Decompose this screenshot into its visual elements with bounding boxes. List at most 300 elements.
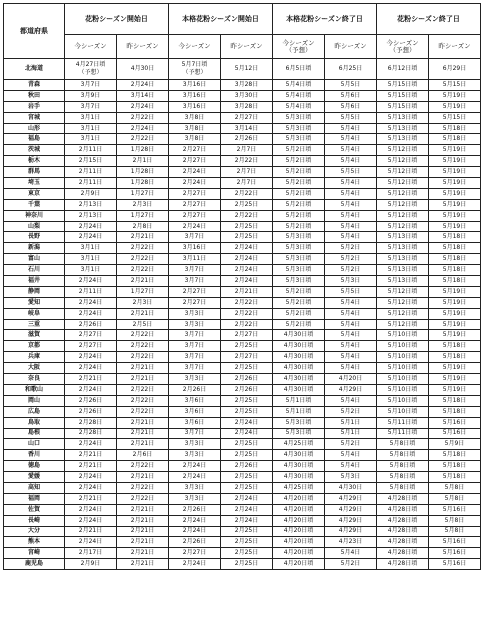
date-cell: 2月22日 bbox=[117, 493, 169, 504]
date-cell: 2月25日 bbox=[221, 526, 273, 537]
date-cell: 5月8日頃 bbox=[377, 472, 429, 483]
date-cell: 2月22日 bbox=[117, 352, 169, 363]
date-cell: 2月24日 bbox=[221, 428, 273, 439]
date-cell: 5月19日 bbox=[429, 90, 481, 101]
date-cell: 5月10日頃 bbox=[377, 406, 429, 417]
date-cell: 5月2日頃 bbox=[273, 156, 325, 167]
date-cell: 5月10日頃 bbox=[377, 330, 429, 341]
table-row bbox=[4, 178, 481, 189]
date-cell: 5月4日 bbox=[325, 363, 377, 374]
prefecture-cell: 福井 bbox=[4, 276, 65, 287]
date-cell: 2月25日 bbox=[221, 221, 273, 232]
forecast-text: （予想） bbox=[78, 69, 103, 76]
date-cell: 3月7日 bbox=[169, 341, 221, 352]
date-cell: 2月24日 bbox=[221, 254, 273, 265]
date-cell: 2月9日 bbox=[65, 559, 117, 570]
date-cell: 5月3日頃 bbox=[273, 112, 325, 123]
date-cell: 3月7日 bbox=[169, 428, 221, 439]
date-cell: 5月16日 bbox=[429, 428, 481, 439]
date-cell: 5月2日頃 bbox=[273, 145, 325, 156]
date-cell: 2月26日 bbox=[169, 537, 221, 548]
date-cell: 5月2日 bbox=[325, 559, 377, 570]
date-cell: 3月16日 bbox=[169, 80, 221, 91]
date-cell: 3月8日 bbox=[169, 123, 221, 134]
prefecture-cell: 群馬 bbox=[4, 167, 65, 178]
date-cell: 5月4日 bbox=[325, 308, 377, 319]
prefecture-cell: 千葉 bbox=[4, 199, 65, 210]
date-cell: 3月7日 bbox=[169, 276, 221, 287]
prefecture-cell: 山梨 bbox=[4, 221, 65, 232]
date-cell: 4月28日頃 bbox=[377, 537, 429, 548]
date-cell: 5月3日頃 bbox=[273, 232, 325, 243]
prefecture-cell: 島根 bbox=[4, 428, 65, 439]
date-cell: 5月12日頃 bbox=[377, 221, 429, 232]
date-cell: 2月22日 bbox=[221, 308, 273, 319]
date-cell: 5月2日頃 bbox=[273, 286, 325, 297]
date-cell: 5月4日 bbox=[325, 461, 377, 472]
date-cell: 5月4日 bbox=[325, 341, 377, 352]
prefecture-cell: 新潟 bbox=[4, 243, 65, 254]
date-cell: 3月6日 bbox=[169, 406, 221, 417]
header-this-season: 今シーズン bbox=[169, 35, 221, 59]
date-cell: 5月8日頃 bbox=[377, 461, 429, 472]
date-cell: 5月13日頃 bbox=[377, 243, 429, 254]
date-cell: 2月27日 bbox=[221, 112, 273, 123]
table-row bbox=[4, 199, 481, 210]
date-cell: 2月21日 bbox=[117, 439, 169, 450]
date-cell: 4月25日頃 bbox=[273, 482, 325, 493]
date-cell: 2月7日 bbox=[221, 145, 273, 156]
date-cell: 2月27日 bbox=[169, 199, 221, 210]
date-cell: 3月7日 bbox=[169, 330, 221, 341]
date-cell: 5月13日頃 bbox=[377, 232, 429, 243]
table-row bbox=[4, 493, 481, 504]
date-cell: 4月20日頃 bbox=[273, 515, 325, 526]
date-cell: 5月3日頃 bbox=[273, 123, 325, 134]
prefecture-cell: 佐賀 bbox=[4, 504, 65, 515]
date-cell: 2月22日 bbox=[221, 319, 273, 330]
date-cell: 5月12日頃 bbox=[377, 308, 429, 319]
table-row bbox=[4, 101, 481, 112]
date-cell: 5月9日 bbox=[429, 439, 481, 450]
table-row bbox=[4, 59, 481, 80]
table-row bbox=[4, 254, 481, 265]
table-row bbox=[4, 210, 481, 221]
header-this-season-forecast bbox=[377, 35, 429, 59]
date-cell: 2月24日 bbox=[221, 515, 273, 526]
date-cell: 5月4日 bbox=[325, 178, 377, 189]
table-row bbox=[4, 450, 481, 461]
date-cell: 4月28日頃 bbox=[377, 559, 429, 570]
prefecture-cell: 青森 bbox=[4, 80, 65, 91]
date-cell: 2月22日 bbox=[117, 134, 169, 145]
header-forecast-label: （予想） bbox=[389, 45, 416, 54]
date-cell: 2月21日 bbox=[117, 232, 169, 243]
date-cell: 4月28日頃 bbox=[377, 548, 429, 559]
date-cell: 2月24日 bbox=[65, 221, 117, 232]
date-cell: 2月21日 bbox=[117, 276, 169, 287]
table-row bbox=[4, 134, 481, 145]
date-cell: 2月24日 bbox=[117, 123, 169, 134]
date-cell: 4月30日頃 bbox=[273, 341, 325, 352]
date-cell: 5月10日頃 bbox=[377, 352, 429, 363]
table-row bbox=[4, 145, 481, 156]
date-cell: 3月7日 bbox=[169, 352, 221, 363]
date-cell: 2月24日 bbox=[65, 363, 117, 374]
date-cell: 1月28日 bbox=[117, 145, 169, 156]
prefecture-cell: 富山 bbox=[4, 254, 65, 265]
date-cell: 6月5日頃 bbox=[273, 59, 325, 80]
date-cell: 2月24日 bbox=[65, 537, 117, 548]
header-this-season-forecast bbox=[273, 35, 325, 59]
date-cell: 5月12日頃 bbox=[377, 210, 429, 221]
date-cell: 2月27日 bbox=[169, 210, 221, 221]
prefecture-cell: 長崎 bbox=[4, 515, 65, 526]
date-cell: 5月8日 bbox=[429, 493, 481, 504]
date-cell: 2月22日 bbox=[117, 395, 169, 406]
date-cell: 6月29日 bbox=[429, 59, 481, 80]
date-cell: 2月22日 bbox=[221, 156, 273, 167]
table-row bbox=[4, 406, 481, 417]
table-row bbox=[4, 265, 481, 276]
date-cell: 4月29日 bbox=[325, 526, 377, 537]
date-cell: 3月7日 bbox=[65, 80, 117, 91]
date-cell: 5月4日 bbox=[325, 395, 377, 406]
date-cell: 2月22日 bbox=[221, 188, 273, 199]
table-body bbox=[4, 59, 481, 570]
date-cell: 5月4日 bbox=[325, 156, 377, 167]
date-cell: 2月21日 bbox=[65, 450, 117, 461]
date-cell: 2月27日 bbox=[221, 352, 273, 363]
date-cell: 2月9日 bbox=[65, 188, 117, 199]
table-row bbox=[4, 472, 481, 483]
date-cell: 4月28日頃 bbox=[377, 504, 429, 515]
date-cell: 2月25日 bbox=[221, 439, 273, 450]
date-cell: 5月2日頃 bbox=[273, 178, 325, 189]
date-cell: 4月28日頃 bbox=[377, 493, 429, 504]
prefecture-cell: 岡山 bbox=[4, 395, 65, 406]
date-cell: 5月3日 bbox=[325, 276, 377, 287]
date-cell: 5月12日 bbox=[221, 59, 273, 80]
date-cell: 2月27日 bbox=[169, 156, 221, 167]
date-cell: 5月15日頃 bbox=[377, 101, 429, 112]
date-text: 4月27日頃 bbox=[75, 61, 106, 68]
date-cell: 2月21日 bbox=[117, 374, 169, 385]
date-cell: 2月25日 bbox=[221, 548, 273, 559]
prefecture-cell: 北海道 bbox=[4, 59, 65, 80]
date-cell: 2月24日 bbox=[221, 417, 273, 428]
date-cell: 2月22日 bbox=[117, 265, 169, 276]
date-cell: 5月4日頃 bbox=[273, 101, 325, 112]
date-cell: 2月24日 bbox=[169, 526, 221, 537]
table-row bbox=[4, 90, 481, 101]
date-cell: 2月21日 bbox=[117, 515, 169, 526]
date-cell: 5月4日 bbox=[325, 145, 377, 156]
date-cell: 5月4日 bbox=[325, 134, 377, 145]
date-cell: 3月28日 bbox=[221, 80, 273, 91]
date-cell: 5月18日 bbox=[429, 134, 481, 145]
header-this-season-label: 今シーズン bbox=[386, 39, 419, 47]
date-cell: 5月18日 bbox=[429, 472, 481, 483]
date-cell: 5月2日頃 bbox=[273, 319, 325, 330]
date-cell: 4月30日頃 bbox=[273, 330, 325, 341]
date-cell: 5月2日 bbox=[325, 439, 377, 450]
date-cell: 5月11日頃 bbox=[377, 417, 429, 428]
date-cell: 2月22日 bbox=[221, 210, 273, 221]
date-cell: 5月19日 bbox=[429, 210, 481, 221]
date-cell: 2月7日 bbox=[221, 178, 273, 189]
prefecture-cell: 山口 bbox=[4, 439, 65, 450]
date-cell: 2月21日 bbox=[65, 374, 117, 385]
date-cell: 3月7日 bbox=[169, 265, 221, 276]
date-cell: 2月24日 bbox=[65, 352, 117, 363]
date-cell: 5月18日 bbox=[429, 243, 481, 254]
date-cell: 2月21日 bbox=[117, 504, 169, 515]
date-cell: 5月6日 bbox=[325, 90, 377, 101]
date-cell: 5月3日頃 bbox=[273, 254, 325, 265]
date-cell: 2月24日 bbox=[117, 101, 169, 112]
date-cell: 5月12日頃 bbox=[377, 156, 429, 167]
date-cell: 2月22日 bbox=[117, 341, 169, 352]
date-cell: 2月24日 bbox=[221, 243, 273, 254]
date-cell: 5月3日頃 bbox=[273, 276, 325, 287]
date-cell: 5月2日頃 bbox=[273, 210, 325, 221]
prefecture-cell: 長野 bbox=[4, 232, 65, 243]
date-cell: 2月6日 bbox=[117, 450, 169, 461]
date-cell: 2月28日 bbox=[65, 417, 117, 428]
header-last-season: 昨シーズン bbox=[325, 35, 377, 59]
date-cell: 5月18日 bbox=[429, 406, 481, 417]
date-cell: 2月22日 bbox=[117, 406, 169, 417]
prefecture-cell: 福岡 bbox=[4, 493, 65, 504]
date-cell: 3月1日 bbox=[65, 134, 117, 145]
date-cell: 5月4日 bbox=[325, 221, 377, 232]
prefecture-cell: 鳥取 bbox=[4, 417, 65, 428]
date-cell: 5月8日頃 bbox=[377, 482, 429, 493]
date-cell: 5月8日頃 bbox=[377, 439, 429, 450]
prefecture-cell: 兵庫 bbox=[4, 352, 65, 363]
date-cell: 2月26日 bbox=[65, 319, 117, 330]
date-cell: 2月21日 bbox=[117, 548, 169, 559]
date-cell: 5月8日頃 bbox=[377, 450, 429, 461]
date-cell: 5月8日 bbox=[429, 526, 481, 537]
date-cell: 2月11日 bbox=[65, 167, 117, 178]
date-cell: 5月19日 bbox=[429, 384, 481, 395]
date-cell: 2月24日 bbox=[221, 276, 273, 287]
prefecture-cell: 静岡 bbox=[4, 286, 65, 297]
date-cell: 4月29日 bbox=[325, 493, 377, 504]
date-cell: 2月11日 bbox=[65, 178, 117, 189]
table-row bbox=[4, 363, 481, 374]
date-cell: 2月24日 bbox=[169, 559, 221, 570]
date-cell: 2月27日 bbox=[169, 286, 221, 297]
date-cell: 5月18日 bbox=[429, 265, 481, 276]
date-cell: 5月12日頃 bbox=[377, 178, 429, 189]
date-text: 5月7日頃 bbox=[181, 61, 208, 68]
date-cell: 2月22日 bbox=[117, 482, 169, 493]
date-cell: 2月22日 bbox=[117, 112, 169, 123]
date-cell: 2月24日 bbox=[169, 461, 221, 472]
date-cell: 5月19日 bbox=[429, 145, 481, 156]
prefecture-cell: 鹿児島 bbox=[4, 559, 65, 570]
date-cell: 4月29日 bbox=[325, 384, 377, 395]
date-cell: 2月28日 bbox=[65, 428, 117, 439]
date-cell: 5月2日 bbox=[325, 265, 377, 276]
date-cell: 5月15日 bbox=[429, 80, 481, 91]
date-cell: 2月22日 bbox=[221, 297, 273, 308]
date-cell: 5月19日 bbox=[429, 374, 481, 385]
header-last-season: 昨シーズン bbox=[429, 35, 481, 59]
date-cell: 2月1日 bbox=[117, 156, 169, 167]
date-cell: 2月27日 bbox=[169, 548, 221, 559]
date-cell: 5月4日頃 bbox=[273, 80, 325, 91]
table-row bbox=[4, 341, 481, 352]
date-cell: 4月20日頃 bbox=[273, 493, 325, 504]
date-cell: 2月26日 bbox=[169, 504, 221, 515]
date-cell: 4月28日頃 bbox=[377, 515, 429, 526]
prefecture-cell: 愛知 bbox=[4, 297, 65, 308]
table-row bbox=[4, 330, 481, 341]
date-cell: 2月27日 bbox=[169, 188, 221, 199]
date-cell: 5月16日 bbox=[429, 559, 481, 570]
date-cell bbox=[169, 59, 221, 80]
date-cell: 4月29日 bbox=[325, 515, 377, 526]
table-row bbox=[4, 286, 481, 297]
date-cell: 2月13日 bbox=[65, 199, 117, 210]
date-cell: 5月13日頃 bbox=[377, 276, 429, 287]
date-cell: 2月25日 bbox=[221, 199, 273, 210]
pollen-season-table bbox=[3, 3, 481, 570]
table-row bbox=[4, 384, 481, 395]
date-cell: 5月18日 bbox=[429, 232, 481, 243]
date-cell: 4月23日 bbox=[325, 537, 377, 548]
date-cell: 5月16日 bbox=[429, 504, 481, 515]
date-cell: 2月24日 bbox=[169, 221, 221, 232]
date-cell: 2月7日 bbox=[221, 167, 273, 178]
date-cell: 3月9日 bbox=[65, 90, 117, 101]
date-cell: 3月3日 bbox=[169, 319, 221, 330]
date-cell: 2月21日 bbox=[117, 526, 169, 537]
prefecture-cell: 奈良 bbox=[4, 374, 65, 385]
date-cell: 2月8日 bbox=[117, 221, 169, 232]
date-cell: 5月16日 bbox=[429, 537, 481, 548]
date-cell: 2月27日 bbox=[169, 297, 221, 308]
date-cell: 3月30日 bbox=[221, 90, 273, 101]
date-cell: 3月16日 bbox=[169, 101, 221, 112]
date-cell: 3月16日 bbox=[169, 243, 221, 254]
date-cell: 2月11日 bbox=[65, 286, 117, 297]
header-row-groups bbox=[4, 4, 481, 35]
date-cell: 5月19日 bbox=[429, 101, 481, 112]
date-cell: 5月2日頃 bbox=[273, 308, 325, 319]
date-cell: 3月1日 bbox=[65, 112, 117, 123]
date-cell: 2月25日 bbox=[221, 341, 273, 352]
header-this-season: 今シーズン bbox=[65, 35, 117, 59]
date-cell: 3月8日 bbox=[169, 134, 221, 145]
date-cell: 2月24日 bbox=[65, 472, 117, 483]
prefecture-cell: 秋田 bbox=[4, 90, 65, 101]
date-cell: 5月18日 bbox=[429, 461, 481, 472]
prefecture-cell: 香川 bbox=[4, 450, 65, 461]
table-row bbox=[4, 526, 481, 537]
date-cell: 5月19日 bbox=[429, 199, 481, 210]
date-cell: 5月18日 bbox=[429, 450, 481, 461]
date-cell: 5月4日 bbox=[325, 319, 377, 330]
table-row bbox=[4, 352, 481, 363]
date-cell: 4月30日頃 bbox=[273, 461, 325, 472]
date-cell: 5月13日頃 bbox=[377, 134, 429, 145]
date-cell: 2月24日 bbox=[65, 232, 117, 243]
date-cell: 2月25日 bbox=[221, 559, 273, 570]
date-cell: 4月30日頃 bbox=[273, 352, 325, 363]
date-cell: 3月6日 bbox=[169, 417, 221, 428]
table-row bbox=[4, 276, 481, 287]
prefecture-cell: 山形 bbox=[4, 123, 65, 134]
date-cell: 2月25日 bbox=[221, 395, 273, 406]
date-cell: 2月13日 bbox=[65, 210, 117, 221]
table-row bbox=[4, 297, 481, 308]
date-cell: 2月24日 bbox=[221, 493, 273, 504]
date-cell: 2月21日 bbox=[117, 559, 169, 570]
date-cell: 2月11日 bbox=[65, 145, 117, 156]
header-season-start: 花粉シーズン開始日 bbox=[65, 4, 169, 35]
date-cell: 2月22日 bbox=[117, 243, 169, 254]
prefecture-cell: 大分 bbox=[4, 526, 65, 537]
prefecture-cell: 岩手 bbox=[4, 101, 65, 112]
date-cell: 5月18日 bbox=[429, 341, 481, 352]
date-cell: 2月5日 bbox=[117, 319, 169, 330]
table-row bbox=[4, 559, 481, 570]
date-cell: 2月21日 bbox=[117, 537, 169, 548]
table-row bbox=[4, 243, 481, 254]
table-row bbox=[4, 428, 481, 439]
date-cell: 5月1日頃 bbox=[273, 406, 325, 417]
date-cell: 2月15日 bbox=[65, 156, 117, 167]
date-cell: 5月16日 bbox=[429, 417, 481, 428]
prefecture-cell: 三重 bbox=[4, 319, 65, 330]
date-cell: 2月21日 bbox=[65, 461, 117, 472]
date-cell: 4月28日頃 bbox=[377, 526, 429, 537]
date-cell: 2月24日 bbox=[221, 504, 273, 515]
prefecture-cell: 岐阜 bbox=[4, 308, 65, 319]
table-row bbox=[4, 167, 481, 178]
prefecture-cell: 広島 bbox=[4, 406, 65, 417]
date-cell: 5月13日頃 bbox=[377, 254, 429, 265]
date-cell: 4月30日 bbox=[117, 59, 169, 80]
date-cell: 5月19日 bbox=[429, 221, 481, 232]
date-cell: 2月17日 bbox=[65, 548, 117, 559]
table-row bbox=[4, 439, 481, 450]
date-cell: 1月27日 bbox=[117, 210, 169, 221]
date-cell: 4月30日頃 bbox=[273, 374, 325, 385]
date-cell: 2月25日 bbox=[221, 450, 273, 461]
table-row bbox=[4, 461, 481, 472]
date-cell: 2月21日 bbox=[65, 526, 117, 537]
date-cell: 2月3日 bbox=[117, 199, 169, 210]
date-cell: 2月21日 bbox=[221, 286, 273, 297]
date-cell: 3月3日 bbox=[169, 308, 221, 319]
table-row bbox=[4, 188, 481, 199]
header-row-seasons bbox=[4, 35, 481, 59]
date-cell: 2月24日 bbox=[169, 167, 221, 178]
date-cell: 3月7日 bbox=[169, 232, 221, 243]
date-cell: 2月21日 bbox=[65, 493, 117, 504]
date-cell: 5月19日 bbox=[429, 188, 481, 199]
date-cell: 2月27日 bbox=[65, 341, 117, 352]
date-cell: 5月4日 bbox=[325, 123, 377, 134]
date-cell: 3月8日 bbox=[169, 112, 221, 123]
table-row bbox=[4, 504, 481, 515]
